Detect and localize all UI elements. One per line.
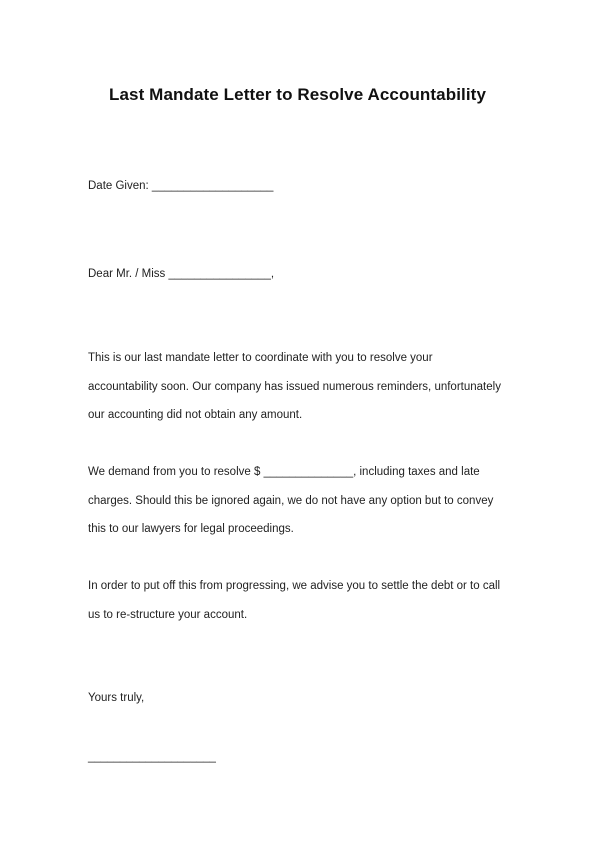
paragraph-line: accountability soon. Our company has issued numerous reminders, unfortunately: [88, 380, 501, 393]
paragraph-line: our accounting did not obtain any amount.: [88, 409, 303, 421]
paragraph-line: this to our lawyers for legal proceedings.: [88, 523, 294, 535]
paragraph-demand: [88, 465, 528, 551]
salutation: Dear Mr. / Miss ________________,: [88, 268, 275, 280]
paragraph-line: charges. Should this be ignored again, we do not have any option but to convey: [88, 494, 494, 507]
paragraph-line: We demand from you to resolve $ ______________, including taxes and late: [88, 466, 480, 478]
closing: Yours truly,: [88, 692, 145, 704]
paragraph-reminder: [88, 351, 528, 437]
signature-line: ____________________: [88, 751, 216, 763]
paragraph-line: This is our last mandate letter to coordinate with you to resolve your: [88, 352, 433, 364]
letter-title: Last Mandate Letter to Resolve Accountability: [109, 85, 486, 104]
paragraph-line: In order to put off this from progressing, we advise you to settle the debt or to call: [88, 580, 501, 592]
paragraph-line: us to re-structure your account.: [88, 608, 248, 621]
date-given-field: Date Given: ___________________: [88, 180, 274, 192]
paragraph-advice: [88, 579, 528, 636]
